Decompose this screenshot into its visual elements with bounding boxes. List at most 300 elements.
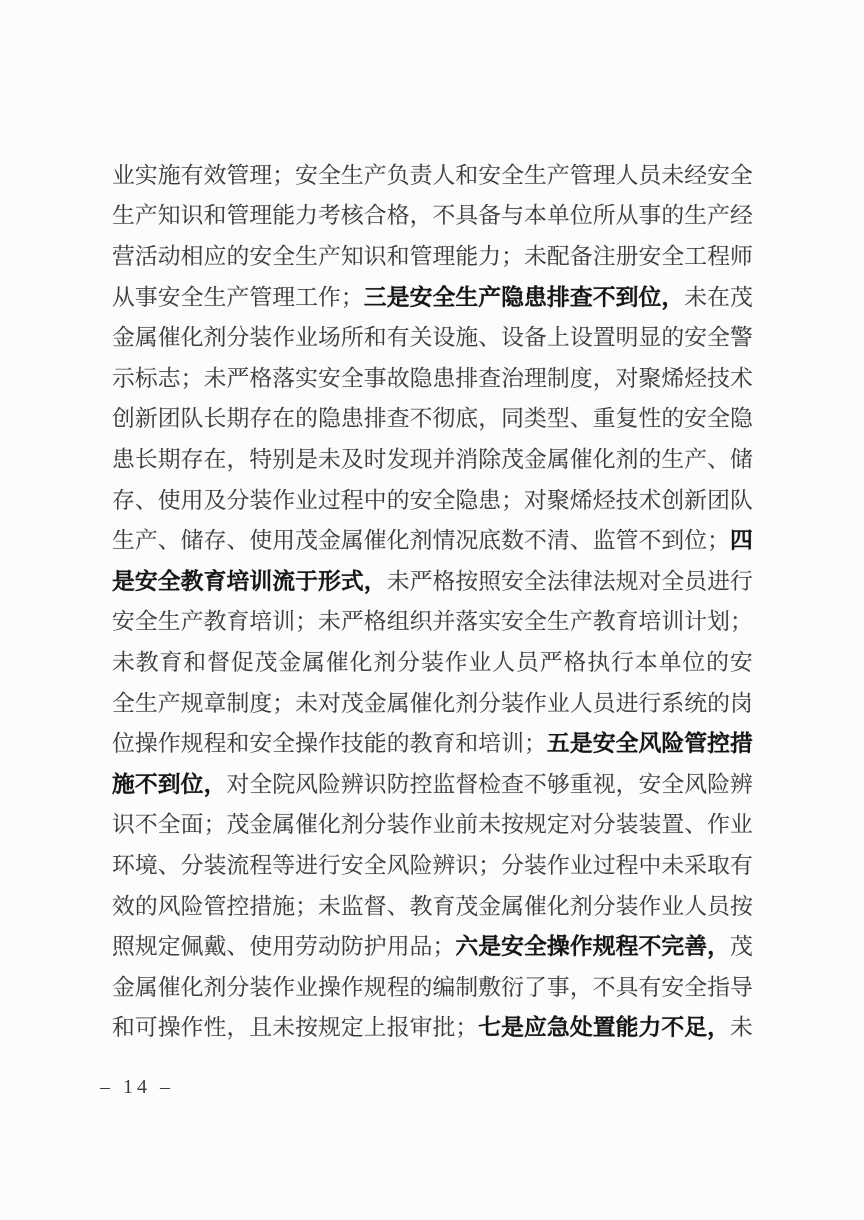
body-text	[112, 156, 753, 1049]
char: 属	[272, 812, 296, 838]
bold-char: 生	[455, 284, 479, 310]
char: 活	[134, 244, 158, 270]
bold-char: 不	[134, 771, 158, 797]
char: 、	[134, 487, 158, 513]
char: 作	[272, 487, 296, 513]
char: 作	[318, 731, 341, 757]
char: 行	[638, 690, 662, 716]
char: 定	[340, 1015, 364, 1041]
char: 排	[455, 365, 479, 391]
char: 作	[180, 1015, 204, 1041]
bold-char: 不	[638, 934, 662, 960]
char: 规	[180, 731, 204, 757]
char: 同	[501, 406, 524, 432]
char: 未	[524, 244, 547, 270]
char: 创	[661, 487, 685, 513]
char: 治	[501, 365, 524, 391]
bold-char: 三	[363, 284, 387, 310]
char: 未	[112, 650, 135, 676]
char: 全	[340, 365, 364, 391]
text-line	[112, 197, 753, 238]
char: 严	[539, 650, 563, 676]
char: 未	[295, 690, 318, 716]
char: 行	[318, 852, 341, 878]
char: 化	[180, 974, 204, 1000]
char: 监	[432, 771, 456, 797]
char: 、	[157, 528, 181, 554]
char: 品	[409, 934, 433, 960]
char: 工	[684, 244, 708, 270]
char: 具	[455, 203, 479, 229]
char: ；	[501, 244, 524, 270]
char: 金	[112, 325, 135, 351]
char: 及	[340, 447, 364, 473]
text-line	[112, 724, 753, 765]
char: 从	[112, 284, 135, 310]
text-line	[112, 562, 753, 603]
char: 有	[180, 162, 204, 188]
char: 隐	[318, 406, 341, 432]
char: 未	[730, 1015, 753, 1041]
char: 用	[386, 934, 410, 960]
char: 险	[409, 852, 433, 878]
char: 进	[615, 690, 639, 716]
char: 对	[638, 568, 662, 594]
char: 规	[318, 1015, 341, 1041]
char: 指	[707, 974, 730, 1000]
char: 时	[363, 447, 387, 473]
char: 险	[180, 893, 204, 919]
char: 动	[318, 934, 341, 960]
char: 存	[112, 487, 135, 513]
char: 未	[661, 852, 685, 878]
char: 合	[363, 203, 387, 229]
char: 队	[180, 406, 204, 432]
char: 训	[661, 609, 685, 635]
char: 标	[134, 365, 158, 391]
char: 产	[134, 528, 158, 554]
char: 催	[157, 974, 181, 1000]
char: ；	[455, 1015, 479, 1041]
bold-char: 不	[592, 284, 616, 310]
bold-char: 完	[661, 934, 685, 960]
bold-char: 排	[546, 284, 570, 310]
char: 员	[638, 162, 662, 188]
char: 、	[684, 812, 708, 838]
bold-char: 七	[478, 1015, 502, 1041]
char: 安	[661, 974, 685, 1000]
char: ；	[478, 852, 502, 878]
char: 辨	[340, 771, 364, 797]
char: 未	[478, 812, 502, 838]
char: 的	[386, 487, 410, 513]
char: 化	[318, 812, 341, 838]
char: 位	[682, 650, 706, 676]
bold-char: 安	[134, 568, 158, 594]
char: 位	[569, 203, 593, 229]
char: 作	[272, 974, 296, 1000]
bold-char: 措	[730, 731, 753, 757]
bold-char: 控	[707, 731, 730, 757]
char: 事	[134, 284, 158, 310]
char: 生	[203, 284, 227, 310]
char: 队	[730, 487, 753, 513]
char: 育	[615, 609, 639, 635]
char: 、	[569, 528, 593, 554]
char: 作	[546, 852, 570, 878]
char: 安	[684, 325, 708, 351]
char: 产	[157, 690, 181, 716]
char: 的	[638, 447, 662, 473]
char: 装	[249, 325, 273, 351]
char: 行	[611, 650, 634, 676]
char: 未	[661, 162, 685, 188]
char: 册	[615, 244, 639, 270]
char: 管	[226, 203, 250, 229]
char: 识	[180, 203, 204, 229]
char: 查	[501, 771, 524, 797]
char: 督	[207, 650, 230, 676]
char: 全	[157, 812, 181, 838]
char: 全	[661, 568, 685, 594]
char: 衍	[501, 974, 524, 1000]
char: 产	[134, 203, 158, 229]
char: 规	[134, 934, 158, 960]
char: 业	[661, 893, 685, 919]
char: 审	[409, 1015, 433, 1041]
char: 除	[478, 447, 502, 473]
char: ，	[592, 365, 616, 391]
char: 剂	[203, 974, 227, 1000]
char: 效	[112, 893, 135, 919]
bold-char: 育	[203, 568, 227, 594]
bold-char: ，	[363, 568, 387, 594]
char: 识	[455, 852, 479, 878]
char: 技	[615, 487, 639, 513]
char: 储	[180, 528, 204, 554]
char: 装	[203, 852, 227, 878]
char: 教	[592, 609, 616, 635]
char: 力	[295, 203, 318, 229]
char: 识	[112, 812, 135, 838]
char: 人	[615, 162, 639, 188]
char: 院	[272, 771, 296, 797]
char: 隐	[455, 487, 479, 513]
char: 使	[249, 528, 273, 554]
bold-char: 规	[592, 934, 616, 960]
char: 生	[112, 203, 135, 229]
char: 所	[592, 203, 616, 229]
char: 底	[455, 406, 479, 432]
char: 全	[272, 244, 296, 270]
char: 定	[157, 934, 181, 960]
char: 备	[478, 203, 502, 229]
char: 单	[658, 650, 682, 676]
char: 业	[295, 325, 318, 351]
char: 和	[226, 731, 250, 757]
char: 底	[478, 528, 502, 554]
char: 位	[112, 731, 135, 757]
char: 茂	[295, 528, 318, 554]
bold-char: 式	[340, 568, 364, 594]
char: ，	[478, 406, 502, 432]
char: 装	[386, 812, 410, 838]
char: 取	[707, 852, 730, 878]
char: 属	[340, 528, 364, 554]
char: 防	[340, 934, 364, 960]
char: 安	[157, 284, 181, 310]
char: 可	[134, 1015, 158, 1041]
char: 全	[524, 609, 547, 635]
char: 操	[318, 974, 341, 1000]
char: 理	[592, 162, 616, 188]
char: 化	[546, 893, 570, 919]
char: 催	[409, 690, 433, 716]
char: 、	[157, 852, 181, 878]
bold-char: 是	[112, 568, 135, 594]
char: 业	[295, 974, 318, 1000]
char: 制	[226, 690, 250, 716]
char: 计	[684, 609, 708, 635]
char: 业	[569, 852, 593, 878]
char: 用	[272, 934, 296, 960]
bold-char: 急	[546, 1015, 570, 1041]
char: 催	[325, 650, 349, 676]
char: 理	[249, 162, 273, 188]
bold-char: 五	[546, 731, 570, 757]
char: 对	[318, 690, 341, 716]
char: 烃	[684, 365, 708, 391]
char: 生	[157, 609, 181, 635]
char: 情	[432, 528, 456, 554]
char: 管	[409, 244, 433, 270]
char: 和	[455, 731, 479, 757]
char: 性	[203, 1015, 227, 1041]
bold-char: 全	[615, 731, 639, 757]
char: 安	[707, 162, 730, 188]
char: 律	[569, 568, 593, 594]
char: 营	[112, 244, 135, 270]
char: 生	[134, 690, 158, 716]
char: 用	[272, 528, 296, 554]
char: ；	[707, 528, 730, 554]
char: 金	[249, 812, 273, 838]
bold-char: 四	[730, 528, 753, 554]
char: 规	[524, 812, 547, 838]
char: 、	[569, 406, 593, 432]
char: 金	[524, 447, 547, 473]
char: 位	[684, 528, 708, 554]
char: 进	[707, 568, 730, 594]
char: 格	[432, 568, 456, 594]
char: 从	[615, 203, 639, 229]
char: 行	[730, 568, 753, 594]
char: 采	[684, 852, 708, 878]
char: 育	[226, 609, 250, 635]
char: ，	[226, 1015, 250, 1041]
char: 全	[363, 852, 387, 878]
char: 编	[432, 974, 456, 1000]
bold-char: 施	[112, 771, 135, 797]
char: 剂	[569, 893, 593, 919]
char: 和	[386, 244, 410, 270]
bold-char: 是	[569, 731, 593, 757]
bold-char: 置	[592, 1015, 616, 1041]
char: 报	[386, 1015, 410, 1041]
char: 生	[661, 447, 685, 473]
char: 所	[340, 325, 364, 351]
char: 警	[730, 325, 753, 351]
char: 的	[386, 731, 410, 757]
char: 规	[615, 568, 639, 594]
char: 中	[638, 852, 662, 878]
char: 故	[386, 365, 410, 391]
char: 流	[226, 852, 250, 878]
char: 设	[501, 325, 524, 351]
bold-char: 查	[569, 284, 593, 310]
char: 险	[318, 771, 341, 797]
char: 管	[203, 893, 227, 919]
char: 划	[707, 609, 730, 635]
char: 未	[386, 568, 410, 594]
char: 员	[592, 690, 616, 716]
char: 监	[340, 893, 364, 919]
bold-char: 能	[615, 1015, 639, 1041]
char: 控	[409, 771, 433, 797]
bold-char: ，	[707, 934, 730, 960]
char: 业	[546, 690, 570, 716]
char: 存	[249, 406, 273, 432]
char: 未	[684, 284, 708, 310]
char: 作	[318, 284, 341, 310]
char: 培	[249, 609, 273, 635]
char: 作	[707, 812, 730, 838]
char: 全	[134, 609, 158, 635]
char: 重	[592, 406, 616, 432]
char: 境	[134, 852, 158, 878]
char: 金	[112, 974, 135, 1000]
char: 和	[363, 325, 387, 351]
char: 消	[455, 447, 479, 473]
char: 辨	[432, 852, 456, 878]
char: 过	[318, 487, 341, 513]
char: 单	[546, 203, 570, 229]
char: 创	[112, 406, 135, 432]
char: 育	[432, 893, 456, 919]
char: 存	[180, 447, 204, 473]
char: 生	[340, 162, 364, 188]
char: 长	[134, 447, 158, 473]
char: 全	[661, 244, 685, 270]
char: 促	[230, 650, 254, 676]
char: 严	[409, 568, 433, 594]
char: 技	[707, 365, 730, 391]
char: 生	[684, 203, 708, 229]
char: 能	[455, 244, 479, 270]
bold-char: 不	[661, 1015, 685, 1041]
bold-char: 到	[615, 284, 639, 310]
char: 风	[684, 771, 708, 797]
bold-char: 是	[386, 284, 410, 310]
bold-char: 位	[638, 284, 662, 310]
char: 员	[516, 650, 539, 676]
bold-char: 于	[295, 568, 318, 594]
char: 的	[661, 203, 685, 229]
char: 员	[707, 893, 730, 919]
char: 严	[226, 365, 250, 391]
char: 安	[409, 487, 433, 513]
char: 安	[684, 406, 708, 432]
char: 全	[524, 568, 547, 594]
char: 催	[157, 325, 181, 351]
char: 生	[524, 162, 547, 188]
char: 且	[249, 1015, 273, 1041]
char: 茂	[254, 650, 278, 676]
char: 辨	[730, 771, 753, 797]
char: 茂	[730, 934, 753, 960]
char: 志	[157, 365, 181, 391]
char: 分	[397, 650, 420, 676]
char: 师	[730, 244, 753, 270]
bold-char: 处	[569, 1015, 593, 1041]
char: 不	[524, 771, 547, 797]
char: 设	[569, 325, 593, 351]
text-line	[112, 846, 753, 887]
char: 前	[455, 812, 479, 838]
char: 有	[638, 974, 662, 1000]
char: 管	[615, 528, 639, 554]
char: 现	[409, 447, 433, 473]
char: 监	[592, 528, 616, 554]
bold-char: 安	[501, 934, 524, 960]
char: 护	[363, 934, 387, 960]
char: 患	[340, 406, 364, 432]
char: 知	[157, 203, 181, 229]
char: 产	[318, 244, 341, 270]
text-line	[112, 968, 753, 1009]
char: 装	[638, 812, 662, 838]
char: 分	[226, 487, 250, 513]
char: 人	[492, 650, 516, 676]
text-line	[112, 481, 753, 522]
char: 置	[661, 812, 685, 838]
char: ，	[409, 203, 433, 229]
text-line	[112, 927, 753, 968]
char: 关	[409, 325, 433, 351]
char: 事	[546, 974, 570, 1000]
char: 安	[501, 609, 524, 635]
char: 安	[249, 731, 273, 757]
char: 、	[226, 934, 250, 960]
char: 备	[569, 244, 593, 270]
char: 茂	[730, 284, 753, 310]
char: 的	[661, 406, 685, 432]
char: 全	[112, 690, 135, 716]
char: 责	[409, 162, 433, 188]
text-line	[112, 603, 753, 644]
char: 按	[455, 568, 479, 594]
char: 设	[432, 325, 456, 351]
char: 安	[340, 852, 364, 878]
char: 照	[478, 568, 502, 594]
char: 未	[318, 609, 341, 635]
char: ；	[432, 934, 456, 960]
char: 储	[730, 447, 753, 473]
char: 劳	[295, 934, 318, 960]
bold-char: 产	[478, 284, 502, 310]
char: 按	[501, 812, 524, 838]
text-line	[112, 521, 753, 562]
